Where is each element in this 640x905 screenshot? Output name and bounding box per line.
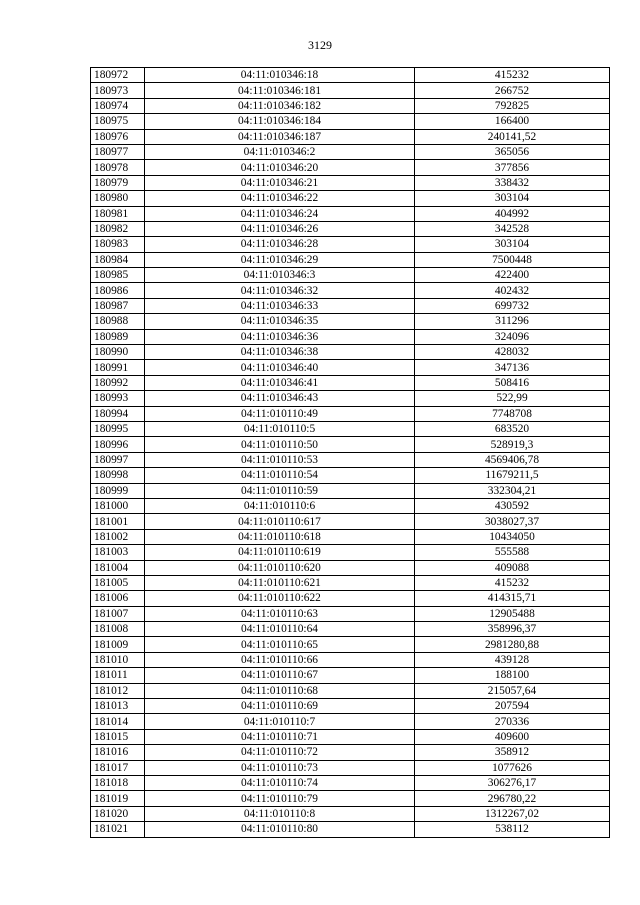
- cadastral-value-cell: 303104: [415, 191, 610, 206]
- table-row: [91, 668, 610, 683]
- table-row: [91, 622, 610, 637]
- row-number-cell: 180987: [91, 298, 145, 313]
- table-row: [91, 591, 610, 606]
- table-row: [91, 745, 610, 760]
- row-number-cell: 180989: [91, 329, 145, 344]
- table-row: [91, 637, 610, 652]
- row-number-cell: 180992: [91, 375, 145, 390]
- row-number-cell: 181011: [91, 668, 145, 683]
- cadastral-value-cell: 508416: [415, 375, 610, 390]
- cadastral-value-cell: 338432: [415, 175, 610, 190]
- cadastral-number-cell: 04:11:010346:38: [145, 345, 415, 360]
- cadastral-value-cell: 303104: [415, 237, 610, 252]
- row-number-cell: 181017: [91, 760, 145, 775]
- table-row: [91, 221, 610, 236]
- cadastral-value-cell: 528919,3: [415, 437, 610, 452]
- cadastral-number-cell: 04:11:010346:181: [145, 83, 415, 98]
- table-row: [91, 391, 610, 406]
- cadastral-value-cell: 342528: [415, 221, 610, 236]
- table-row: [91, 514, 610, 529]
- cadastral-value-cell: 402432: [415, 283, 610, 298]
- row-number-cell: 180990: [91, 345, 145, 360]
- table-row: [91, 529, 610, 544]
- cadastral-number-cell: 04:11:010346:26: [145, 221, 415, 236]
- cadastral-number-cell: 04:11:010110:54: [145, 468, 415, 483]
- cadastral-number-cell: 04:11:010346:29: [145, 252, 415, 267]
- cadastral-value-cell: 555588: [415, 545, 610, 560]
- row-number-cell: 181000: [91, 498, 145, 513]
- row-number-cell: 180993: [91, 391, 145, 406]
- table-row: [91, 314, 610, 329]
- row-number-cell: 180981: [91, 206, 145, 221]
- table-row: [91, 575, 610, 590]
- table-row: [91, 468, 610, 483]
- row-number-cell: 180976: [91, 129, 145, 144]
- cadastral-number-cell: 04:11:010346:20: [145, 160, 415, 175]
- table-row: [91, 714, 610, 729]
- row-number-cell: 180983: [91, 237, 145, 252]
- row-number-cell: 180979: [91, 175, 145, 190]
- row-number-cell: 180978: [91, 160, 145, 175]
- cadastral-value-cell: 415232: [415, 575, 610, 590]
- cadastral-number-cell: 04:11:010110:72: [145, 745, 415, 760]
- row-number-cell: 180974: [91, 98, 145, 113]
- row-number-cell: 181015: [91, 729, 145, 744]
- cadastral-value-cell: 358996,37: [415, 622, 610, 637]
- table-row: [91, 375, 610, 390]
- cadastral-number-cell: 04:11:010110:68: [145, 683, 415, 698]
- cadastral-value-cell: 296780,22: [415, 791, 610, 806]
- cadastral-value-cell: 404992: [415, 206, 610, 221]
- row-number-cell: 180991: [91, 360, 145, 375]
- table-row: [91, 252, 610, 267]
- cadastral-number-cell: 04:11:010110:67: [145, 668, 415, 683]
- table-row: [91, 406, 610, 421]
- cadastral-value-cell: 358912: [415, 745, 610, 760]
- cadastral-value-cell: 422400: [415, 268, 610, 283]
- cadastral-number-cell: 04:11:010110:65: [145, 637, 415, 652]
- cadastral-number-cell: 04:11:010346:32: [145, 283, 415, 298]
- cadastral-number-cell: 04:11:010110:53: [145, 452, 415, 467]
- cadastral-number-cell: 04:11:010110:619: [145, 545, 415, 560]
- table-row: [91, 98, 610, 113]
- cadastral-value-cell: 166400: [415, 114, 610, 129]
- page-number: 3129: [308, 38, 332, 52]
- cadastral-value-cell: 215057,64: [415, 683, 610, 698]
- cadastral-number-cell: 04:11:010346:184: [145, 114, 415, 129]
- cadastral-number-cell: 04:11:010346:18: [145, 68, 415, 83]
- row-number-cell: 181013: [91, 699, 145, 714]
- row-number-cell: 180975: [91, 114, 145, 129]
- row-number-cell: 181021: [91, 822, 145, 837]
- cadastral-value-cell: 2981280,88: [415, 637, 610, 652]
- cadastral-number-cell: 04:11:010110:74: [145, 775, 415, 790]
- cadastral-value-cell: 12905488: [415, 606, 610, 621]
- cadastral-number-cell: 04:11:010346:28: [145, 237, 415, 252]
- row-number-cell: 180997: [91, 452, 145, 467]
- table-row: [91, 760, 610, 775]
- table-row: [91, 498, 610, 513]
- table-row: [91, 360, 610, 375]
- cadastral-number-cell: 04:11:010346:3: [145, 268, 415, 283]
- cadastral-number-cell: 04:11:010346:22: [145, 191, 415, 206]
- cadastral-value-cell: 10434050: [415, 529, 610, 544]
- row-number-cell: 180973: [91, 83, 145, 98]
- row-number-cell: 180988: [91, 314, 145, 329]
- row-number-cell: 180994: [91, 406, 145, 421]
- table-row: [91, 175, 610, 190]
- table-row: [91, 560, 610, 575]
- table-row: [91, 206, 610, 221]
- cadastral-number-cell: 04:11:010346:43: [145, 391, 415, 406]
- row-number-cell: 180984: [91, 252, 145, 267]
- table-row: [91, 545, 610, 560]
- cadastral-value-cell: 522,99: [415, 391, 610, 406]
- cadastral-number-cell: 04:11:010110:71: [145, 729, 415, 744]
- cadastral-number-cell: 04:11:010346:41: [145, 375, 415, 390]
- cadastral-value-cell: 538112: [415, 822, 610, 837]
- cadastral-value-cell: 266752: [415, 83, 610, 98]
- cadastral-value-cell: 683520: [415, 421, 610, 436]
- cadastral-number-cell: 04:11:010110:63: [145, 606, 415, 621]
- row-number-cell: 181020: [91, 806, 145, 821]
- cadastral-value-cell: 306276,17: [415, 775, 610, 790]
- row-number-cell: 180995: [91, 421, 145, 436]
- cadastral-value-cell: 207594: [415, 699, 610, 714]
- table-row: [91, 83, 610, 98]
- cadastral-value-cell: 7500448: [415, 252, 610, 267]
- table-row: [91, 652, 610, 667]
- cadastral-value-cell: 270336: [415, 714, 610, 729]
- cadastral-number-cell: 04:11:010110:79: [145, 791, 415, 806]
- table-row: [91, 345, 610, 360]
- cadastral-value-cell: 792825: [415, 98, 610, 113]
- cadastral-number-cell: 04:11:010346:33: [145, 298, 415, 313]
- row-number-cell: 181018: [91, 775, 145, 790]
- table-row: [91, 329, 610, 344]
- table-row: [91, 729, 610, 744]
- cadastral-number-cell: 04:11:010346:21: [145, 175, 415, 190]
- cadastral-number-cell: 04:11:010110:69: [145, 699, 415, 714]
- cadastral-number-cell: 04:11:010346:182: [145, 98, 415, 113]
- table-row: [91, 683, 610, 698]
- cadastral-value-cell: 188100: [415, 668, 610, 683]
- cadastral-value-cell: 409088: [415, 560, 610, 575]
- cadastral-value-cell: 240141,52: [415, 129, 610, 144]
- row-number-cell: 181007: [91, 606, 145, 621]
- cadastral-number-cell: 04:11:010110:6: [145, 498, 415, 513]
- cadastral-value-cell: 324096: [415, 329, 610, 344]
- row-number-cell: 180999: [91, 483, 145, 498]
- cadastral-number-cell: 04:11:010110:50: [145, 437, 415, 452]
- row-number-cell: 181004: [91, 560, 145, 575]
- cadastral-value-cell: 430592: [415, 498, 610, 513]
- row-number-cell: 180998: [91, 468, 145, 483]
- cadastral-number-cell: 04:11:010110:66: [145, 652, 415, 667]
- table-row: [91, 452, 610, 467]
- row-number-cell: 180982: [91, 221, 145, 236]
- row-number-cell: 181008: [91, 622, 145, 637]
- table-row: [91, 144, 610, 159]
- table-row: [91, 268, 610, 283]
- cadastral-number-cell: 04:11:010110:73: [145, 760, 415, 775]
- table-row: [91, 437, 610, 452]
- cadastral-number-cell: 04:11:010110:80: [145, 822, 415, 837]
- cadastral-number-cell: 04:11:010346:40: [145, 360, 415, 375]
- cadastral-number-cell: 04:11:010346:35: [145, 314, 415, 329]
- row-number-cell: 180972: [91, 68, 145, 83]
- row-number-cell: 181006: [91, 591, 145, 606]
- row-number-cell: 181012: [91, 683, 145, 698]
- cadastral-number-cell: 04:11:010110:49: [145, 406, 415, 421]
- row-number-cell: 180986: [91, 283, 145, 298]
- cadastral-number-cell: 04:11:010346:2: [145, 144, 415, 159]
- table-row: [91, 160, 610, 175]
- table-row: [91, 237, 610, 252]
- cadastral-number-cell: 04:11:010346:36: [145, 329, 415, 344]
- cadastral-value-table: [90, 67, 610, 838]
- cadastral-value-cell: 415232: [415, 68, 610, 83]
- cadastral-value-cell: 377856: [415, 160, 610, 175]
- table-row: [91, 114, 610, 129]
- cadastral-number-cell: 04:11:010110:621: [145, 575, 415, 590]
- table-row: [91, 806, 610, 821]
- cadastral-number-cell: 04:11:010110:622: [145, 591, 415, 606]
- table-row: [91, 775, 610, 790]
- cadastral-value-cell: 4569406,78: [415, 452, 610, 467]
- cadastral-number-cell: 04:11:010110:617: [145, 514, 415, 529]
- table-row: [91, 421, 610, 436]
- cadastral-value-cell: 409600: [415, 729, 610, 744]
- cadastral-number-cell: 04:11:010110:8: [145, 806, 415, 821]
- cadastral-value-cell: 1077626: [415, 760, 610, 775]
- table-row: [91, 129, 610, 144]
- table-body: [91, 68, 610, 838]
- cadastral-value-cell: 428032: [415, 345, 610, 360]
- cadastral-value-cell: 439128: [415, 652, 610, 667]
- table-row: [91, 191, 610, 206]
- row-number-cell: 181019: [91, 791, 145, 806]
- cadastral-value-cell: 7748708: [415, 406, 610, 421]
- row-number-cell: 180985: [91, 268, 145, 283]
- cadastral-number-cell: 04:11:010110:59: [145, 483, 415, 498]
- row-number-cell: 181010: [91, 652, 145, 667]
- row-number-cell: 181005: [91, 575, 145, 590]
- row-number-cell: 181009: [91, 637, 145, 652]
- row-number-cell: 181003: [91, 545, 145, 560]
- cadastral-number-cell: 04:11:010346:187: [145, 129, 415, 144]
- cadastral-number-cell: 04:11:010346:24: [145, 206, 415, 221]
- table-row: [91, 283, 610, 298]
- table-row: [91, 483, 610, 498]
- cadastral-number-cell: 04:11:010110:7: [145, 714, 415, 729]
- row-number-cell: 181002: [91, 529, 145, 544]
- table-row: [91, 606, 610, 621]
- cadastral-value-cell: 414315,71: [415, 591, 610, 606]
- cadastral-value-cell: 1312267,02: [415, 806, 610, 821]
- table-row: [91, 298, 610, 313]
- row-number-cell: 181016: [91, 745, 145, 760]
- cadastral-value-cell: 311296: [415, 314, 610, 329]
- cadastral-value-cell: 11679211,5: [415, 468, 610, 483]
- row-number-cell: 180977: [91, 144, 145, 159]
- cadastral-value-cell: 3038027,37: [415, 514, 610, 529]
- cadastral-number-cell: 04:11:010110:620: [145, 560, 415, 575]
- cadastral-number-cell: 04:11:010110:5: [145, 421, 415, 436]
- cadastral-value-cell: 365056: [415, 144, 610, 159]
- table-row: [91, 68, 610, 83]
- table-row: [91, 791, 610, 806]
- cadastral-number-cell: 04:11:010110:618: [145, 529, 415, 544]
- row-number-cell: 180996: [91, 437, 145, 452]
- row-number-cell: 181014: [91, 714, 145, 729]
- cadastral-number-cell: 04:11:010110:64: [145, 622, 415, 637]
- table-row: [91, 822, 610, 837]
- cadastral-value-cell: 332304,21: [415, 483, 610, 498]
- row-number-cell: 180980: [91, 191, 145, 206]
- row-number-cell: 181001: [91, 514, 145, 529]
- table-row: [91, 699, 610, 714]
- cadastral-value-cell: 347136: [415, 360, 610, 375]
- cadastral-value-cell: 699732: [415, 298, 610, 313]
